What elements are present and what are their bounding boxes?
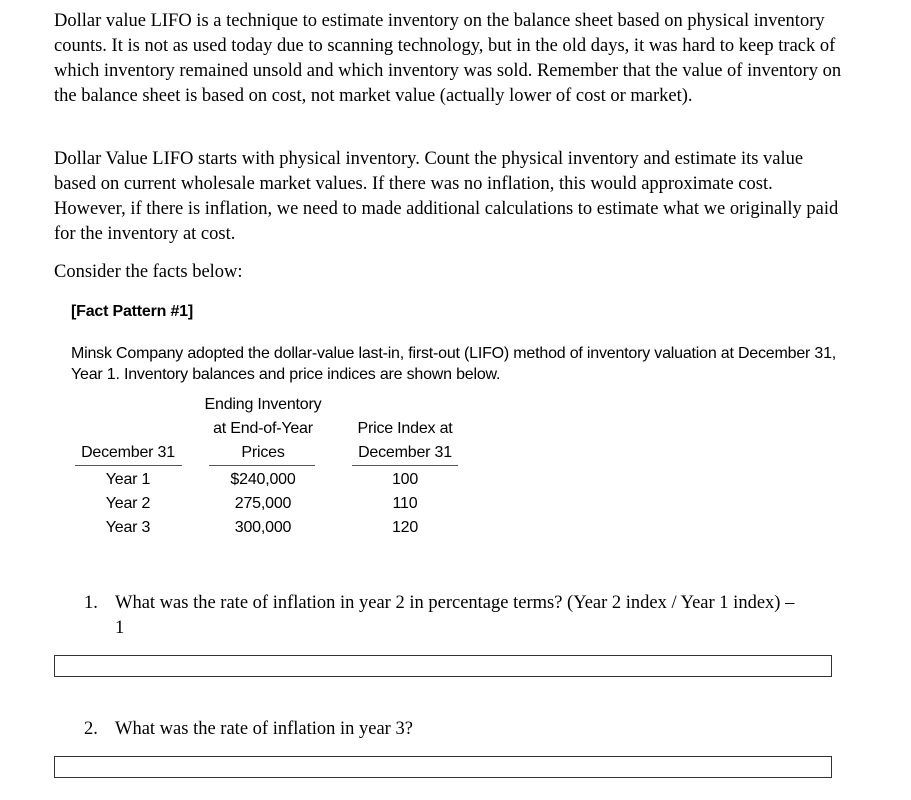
question-2-number: 2. [84,719,98,739]
table-row-index: 100 [391,471,419,488]
table-row-inventory: 275,000 [234,495,292,512]
fact-pattern-title: [Fact Pattern #1] [71,303,193,320]
table-row-inventory: $240,000 [230,471,296,488]
question-1-number: 1. [84,593,98,613]
table-row-year: Year 2 [105,495,151,512]
question-1-text: What was the rate of inflation in year 2 in percentage terms? (Year 2 index / Year 1 index) – 1 [115,593,795,638]
header-underline-index [352,465,458,466]
header-underline-prices [209,465,315,466]
header-december-31: December 31 [81,444,175,461]
intro-paragraph-3: Consider the facts below: [54,262,243,282]
question-2-text: What was the rate of inflation in year 3? [115,719,413,739]
fact-pattern-description: Minsk Company adopted the dollar-value last-in, first-out (LIFO) method of inventory valuation at December 31, Year 1. Inventory balances and price indices are shown below. [71,345,837,383]
header-underline-december [75,465,182,466]
table-row-year: Year 1 [105,471,151,488]
header-prices: Prices [241,444,285,461]
header-price-index-line2: December 31 [358,444,452,461]
question-1 [84,591,804,641]
answer-1-input[interactable] [54,655,832,677]
table-row-inventory: 300,000 [234,519,292,536]
table-row-index: 120 [391,519,419,536]
intro-paragraph-2: Dollar Value LIFO starts with physical inventory. Count the physical inventory and estimate its value based on current wholesale market values. If there was no inflation, this would approximate cost. However, if there is inflation, we need to made additional calculations to estimate what we originally paid for the inventory at cost. [54,149,839,244]
header-price-index-line1: Price Index at [357,420,453,437]
table-row-year: Year 3 [105,519,151,536]
header-ending-inventory-line1: Ending Inventory [204,396,322,413]
answer-2-input[interactable] [54,756,832,778]
intro-paragraph-1: Dollar value LIFO is a technique to estimate inventory on the balance sheet based on physical inventory counts. It is not as used today due to scanning technology, but in the old days, it was hard to keep track of which inventory remained unsold and which inventory was sold. Remember that the value of inventory on the balance sheet is based on cost, not market value (actually lower of cost or market). [54,11,842,106]
table-row-index: 110 [392,495,418,512]
question-2 [84,717,804,742]
header-ending-inventory-line2: at End-of-Year [213,420,313,437]
